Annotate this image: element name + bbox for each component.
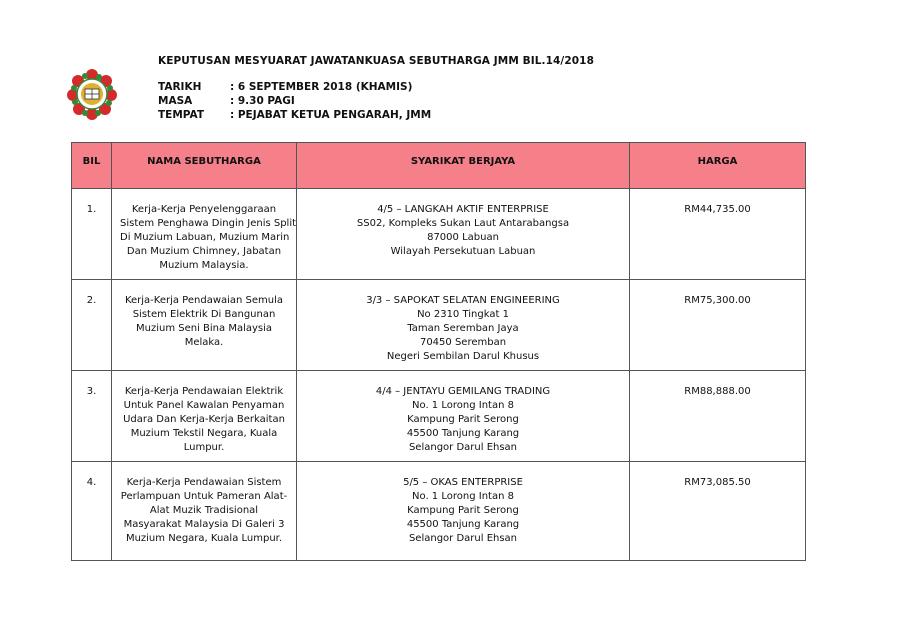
cell-syarikat xyxy=(297,280,630,371)
cell-bil: 3. xyxy=(72,371,112,462)
cell-harga: RM73,085.50 xyxy=(630,462,806,561)
cell-nama xyxy=(112,189,297,280)
cell-line: Kampung Parit Serong xyxy=(407,414,519,425)
column-header-syarikat: SYARIKAT BERJAYA xyxy=(297,143,630,189)
cell-line: Sistem Elektrik Di Bangunan xyxy=(132,309,276,320)
table-header-row xyxy=(72,143,806,189)
meta-label: MASA xyxy=(158,95,193,107)
table-row xyxy=(72,189,806,280)
cell-line: Untuk Panel Kawalan Penyaman xyxy=(123,400,285,411)
cell-line: Negeri Sembilan Darul Khusus xyxy=(386,351,540,362)
cell-line: Dan Muzium Chimney, Jabatan xyxy=(126,246,282,257)
cell-bil: 1. xyxy=(72,189,112,280)
cell-harga: RM75,300.00 xyxy=(630,280,806,371)
cell-line: 4/5 – LANGKAH AKTIF ENTERPRISE xyxy=(377,204,549,215)
cell-syarikat xyxy=(297,189,630,280)
cell-line: Wilayah Persekutuan Labuan xyxy=(390,246,536,257)
cell-line: Melaka. xyxy=(184,337,224,348)
cell-line: 5/5 – OKAS ENTERPRISE xyxy=(403,477,523,488)
meta-value: : 6 SEPTEMBER 2018 (KHAMIS) xyxy=(230,81,413,93)
meta-tarikh xyxy=(158,80,431,94)
cell-line: Sistem Penghawa Dingin Jenis Split xyxy=(120,218,297,229)
results-table xyxy=(71,142,806,561)
cell-line: Kampung Parit Serong xyxy=(407,505,519,516)
cell-line: 45500 Tanjung Karang xyxy=(406,428,520,439)
cell-line: 87000 Labuan xyxy=(427,232,499,243)
cell-bil: 2. xyxy=(72,280,112,371)
cell-bil: 4. xyxy=(72,462,112,561)
cell-line: Muzium Malaysia. xyxy=(159,260,249,271)
column-header-nama: NAMA SEBUTHARGA xyxy=(112,143,297,189)
cell-nama xyxy=(112,280,297,371)
cell-line: 4/4 – JENTAYU GEMILANG TRADING xyxy=(375,386,551,397)
meta-label: TARIKH xyxy=(158,81,202,93)
meta-value: : 9.30 PAGI xyxy=(230,95,295,107)
table-row xyxy=(72,371,806,462)
cell-line: 45500 Tanjung Karang xyxy=(406,519,520,530)
meta-tempat xyxy=(158,108,431,122)
cell-line: Alat Muzik Tradisional xyxy=(149,505,259,516)
cell-harga: RM88,888.00 xyxy=(630,371,806,462)
cell-harga: RM44,735.00 xyxy=(630,189,806,280)
cell-line: Kerja-Kerja Pendawaian Elektrik xyxy=(124,386,284,397)
table-row xyxy=(72,280,806,371)
page-title: KEPUTUSAN MESYUARAT JAWATANKUASA SEBUTHARGA JMM BIL.14/2018 xyxy=(158,55,594,67)
cell-line: Kerja-Kerja Pendawaian Semula xyxy=(124,295,284,306)
cell-line: Lumpur. xyxy=(183,442,225,453)
meeting-details xyxy=(158,80,431,122)
meta-value: : PEJABAT KETUA PENGARAH, JMM xyxy=(230,109,432,121)
cell-syarikat xyxy=(297,462,630,561)
column-header-bil: BIL xyxy=(72,143,112,189)
cell-line: Di Muzium Labuan, Muzium Marin xyxy=(120,232,290,243)
cell-line: Masyarakat Malaysia Di Galeri 3 xyxy=(123,519,285,530)
cell-line: Muzium Seni Bina Malaysia xyxy=(135,323,273,334)
cell-line: Kerja-Kerja Penyelenggaraan xyxy=(131,204,277,215)
cell-line: 70450 Seremban xyxy=(419,337,507,348)
cell-line: No. 1 Lorong Intan 8 xyxy=(412,491,514,502)
cell-line: Selangor Darul Ehsan xyxy=(408,533,518,544)
cell-line: Muzium Negara, Kuala Lumpur. xyxy=(125,533,283,544)
cell-line: Taman Seremban Jaya xyxy=(407,323,519,334)
meta-label: TEMPAT xyxy=(158,109,204,121)
cell-line: Udara Dan Kerja-Kerja Berkaitan xyxy=(123,414,285,425)
cell-syarikat xyxy=(297,371,630,462)
meta-masa xyxy=(158,94,431,108)
cell-line: Kerja-Kerja Pendawaian Sistem xyxy=(126,477,282,488)
cell-line: Perlampuan Untuk Pameran Alat- xyxy=(120,491,288,502)
cell-line: No. 1 Lorong Intan 8 xyxy=(412,400,514,411)
jmm-emblem-icon xyxy=(66,68,118,120)
cell-nama xyxy=(112,371,297,462)
cell-line: Selangor Darul Ehsan xyxy=(408,442,518,453)
column-header-harga: HARGA xyxy=(630,143,806,189)
cell-line: SS02, Kompleks Sukan Laut Antarabangsa xyxy=(356,218,570,229)
cell-line: 3/3 – SAPOKAT SELATAN ENGINEERING xyxy=(366,295,560,306)
cell-line: No 2310 Tingkat 1 xyxy=(417,309,509,320)
cell-nama xyxy=(112,462,297,561)
table-row xyxy=(72,462,806,561)
cell-line: Muzium Tekstil Negara, Kuala xyxy=(130,428,278,439)
